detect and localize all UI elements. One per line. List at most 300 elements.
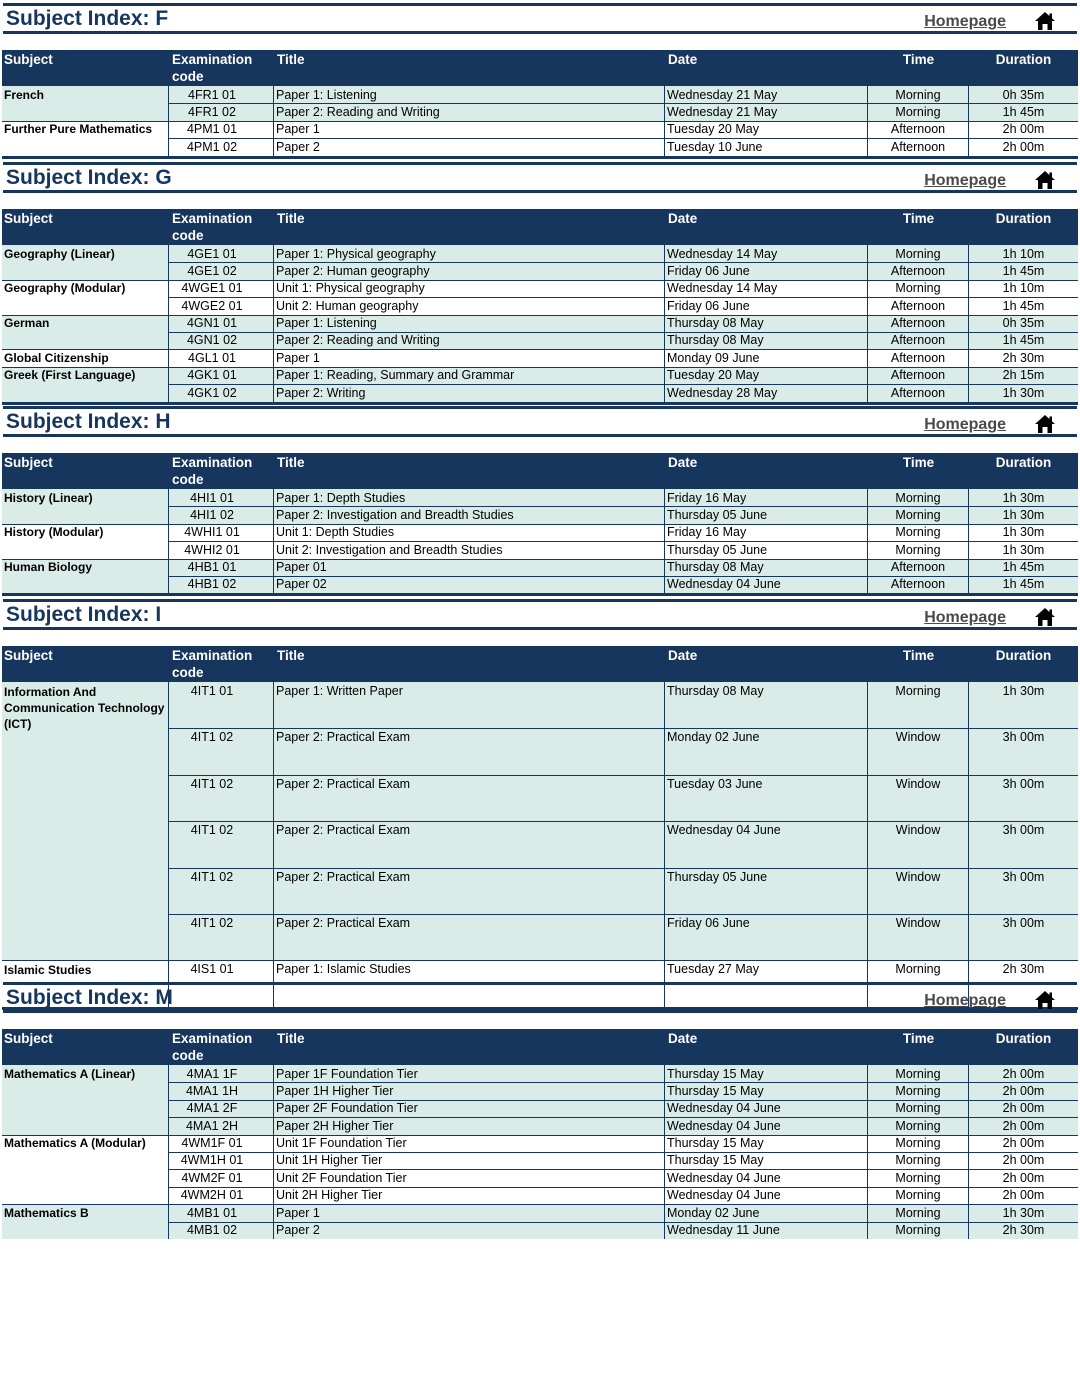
header-date: Date — [668, 1031, 698, 1046]
paper-title: Paper 1 — [274, 121, 665, 138]
exam-time: Afternoon — [868, 559, 969, 576]
exam-code: 4IT1 02 — [169, 914, 274, 960]
exam-duration: 2h 00m — [1002, 1170, 1045, 1185]
subject-name: Information And Communication Technology (ICT) — [2, 682, 169, 960]
table-row — [2, 524, 1078, 541]
exam-code: 4WM1H 01 — [169, 1152, 274, 1169]
exam-time: Afternoon — [868, 315, 969, 332]
subject-name: French — [2, 86, 169, 121]
section-title: Subject Index: I — [6, 603, 162, 626]
header-examination-code: Examination code — [172, 648, 253, 680]
exam-date: Wednesday 04 June — [665, 821, 868, 867]
subject-group — [2, 86, 1078, 121]
row-divider — [169, 1152, 1078, 1153]
header-date: Date — [668, 648, 698, 663]
subject-group — [2, 315, 1078, 350]
subject-name: Global Citizenship — [2, 349, 169, 366]
exam-date: Wednesday 11 June — [665, 1222, 868, 1239]
paper-title: Paper 2: Practical Exam — [274, 868, 665, 914]
section-heading — [0, 599, 1080, 631]
subject-group — [2, 121, 1078, 156]
exam-time: Afternoon — [868, 384, 969, 401]
row-divider — [169, 384, 1078, 385]
exam-date: Tuesday 10 June — [665, 138, 868, 155]
table-row — [2, 728, 1078, 774]
home-icon[interactable] — [1034, 990, 1056, 1010]
paper-title: Unit 2: Human geography — [274, 297, 665, 314]
subject-index-section — [0, 982, 1080, 1382]
subject-name: History (Modular) — [2, 524, 169, 559]
section-heading — [0, 3, 1080, 35]
group-divider — [2, 121, 1078, 122]
header-time: Time — [902, 52, 935, 67]
group-divider — [2, 524, 1078, 525]
row-divider — [169, 1222, 1078, 1223]
header-duration: Duration — [995, 211, 1052, 226]
header-title: Title — [277, 455, 305, 470]
group-divider — [2, 349, 1078, 350]
exam-date: Wednesday 04 June — [665, 576, 868, 593]
exam-code: 4MA1 1F — [169, 1065, 274, 1082]
exam-duration: 3h 00m — [1002, 823, 1045, 838]
table-row — [2, 332, 1078, 349]
exam-code: 4WHI1 01 — [169, 524, 274, 541]
exam-duration: 1h 45m — [1002, 298, 1045, 313]
paper-title: Paper 1: Listening — [274, 315, 665, 332]
paper-title: Unit 2: Investigation and Breadth Studies — [274, 541, 665, 558]
table-header — [2, 50, 1078, 86]
exam-duration: 2h 00m — [1002, 1188, 1045, 1203]
exam-duration: 2h 00m — [1002, 139, 1045, 154]
exam-date: Friday 16 May — [665, 524, 868, 541]
exam-time: Morning — [868, 103, 969, 120]
row-divider — [169, 138, 1078, 139]
table-row — [2, 138, 1078, 155]
exam-code: 4GE1 01 — [169, 245, 274, 262]
exam-date: Wednesday 04 June — [665, 1187, 868, 1204]
subject-name: History (Linear) — [2, 489, 169, 524]
exam-date: Wednesday 21 May — [665, 103, 868, 120]
header-duration: Duration — [995, 52, 1052, 67]
table-row — [2, 489, 1078, 506]
paper-title: Paper 01 — [274, 559, 665, 576]
header-duration: Duration — [995, 1031, 1052, 1046]
subject-name: Greek (First Language) — [2, 367, 169, 402]
exam-date: Wednesday 28 May — [665, 384, 868, 401]
table-row — [2, 1100, 1078, 1117]
exam-duration: 1h 30m — [1002, 1205, 1045, 1220]
header-title: Title — [277, 1031, 305, 1046]
exam-time: Afternoon — [868, 367, 969, 384]
exam-code: 4MB1 02 — [169, 1222, 274, 1239]
table-row — [2, 384, 1078, 401]
exam-time: Morning — [868, 489, 969, 506]
section-heading — [0, 406, 1080, 438]
paper-title: Paper 2: Practical Exam — [274, 914, 665, 960]
exam-time: Window — [868, 821, 969, 867]
paper-title: Paper 1: Written Paper — [274, 682, 665, 728]
exam-time: Morning — [868, 1152, 969, 1169]
exam-time: Morning — [868, 1082, 969, 1099]
exam-duration: 1h 30m — [1002, 490, 1045, 505]
row-divider — [169, 728, 1078, 729]
paper-title: Paper 02 — [274, 576, 665, 593]
exam-time: Morning — [868, 1204, 969, 1221]
header-title: Title — [277, 52, 305, 67]
row-divider — [169, 1082, 1078, 1083]
subject-group — [2, 1135, 1078, 1205]
table-row — [2, 1117, 1078, 1134]
subject-group — [2, 682, 1078, 960]
exam-time: Morning — [868, 86, 969, 103]
subject-group — [2, 349, 1078, 366]
exam-date: Monday 09 June — [665, 349, 868, 366]
exam-code: 4IT1 02 — [169, 868, 274, 914]
exam-date: Friday 16 May — [665, 489, 868, 506]
row-divider — [169, 1100, 1078, 1101]
exam-date: Friday 06 June — [665, 297, 868, 314]
paper-title: Unit 2H Higher Tier — [274, 1187, 665, 1204]
exam-duration: 2h 30m — [1002, 962, 1045, 977]
row-divider — [169, 1117, 1078, 1118]
exam-date: Wednesday 04 June — [665, 1117, 868, 1134]
row-divider — [169, 297, 1078, 298]
exam-time: Morning — [868, 245, 969, 262]
table-row — [2, 682, 1078, 728]
table-row — [2, 367, 1078, 384]
exam-code: 4FR1 02 — [169, 103, 274, 120]
exam-code: 4HI1 01 — [169, 489, 274, 506]
table-row — [2, 121, 1078, 138]
exam-time: Afternoon — [868, 121, 969, 138]
exam-duration: 2h 00m — [1002, 1066, 1045, 1081]
subject-group — [2, 489, 1078, 524]
exam-code: 4IT1 02 — [169, 821, 274, 867]
exam-duration: 3h 00m — [1002, 869, 1045, 884]
homepage-link[interactable]: Homepage — [924, 609, 1006, 626]
paper-title: Paper 2: Reading and Writing — [274, 103, 665, 120]
exam-duration: 1h 45m — [1002, 560, 1045, 575]
header-subject: Subject — [4, 455, 53, 470]
table-header — [2, 646, 1078, 682]
exam-duration: 2h 15m — [1002, 368, 1045, 383]
exam-time: Afternoon — [868, 576, 969, 593]
exam-code: 4PM1 01 — [169, 121, 274, 138]
paper-title: Paper 2 — [274, 1222, 665, 1239]
table-header — [2, 209, 1078, 245]
exam-code: 4PM1 02 — [169, 138, 274, 155]
exam-date: Thursday 15 May — [665, 1152, 868, 1169]
exam-code: 4WM1F 01 — [169, 1135, 274, 1152]
subject-name: Further Pure Mathematics — [2, 121, 169, 156]
subject-name: Mathematics B — [2, 1204, 169, 1239]
header-subject: Subject — [4, 1031, 53, 1046]
exam-code: 4MA1 1H — [169, 1082, 274, 1099]
table-row — [2, 262, 1078, 279]
exam-time: Window — [868, 775, 969, 821]
table-row — [2, 914, 1078, 960]
heading-rule-top — [3, 599, 1077, 602]
paper-title: Paper 2 — [274, 138, 665, 155]
exam-code: 4GL1 01 — [169, 349, 274, 366]
group-divider — [2, 367, 1078, 368]
paper-title: Paper 1 — [274, 1204, 665, 1221]
exam-date: Friday 06 June — [665, 262, 868, 279]
exam-date: Wednesday 04 June — [665, 1100, 868, 1117]
header-time: Time — [902, 1031, 935, 1046]
exam-date: Thursday 15 May — [665, 1135, 868, 1152]
row-divider — [169, 506, 1078, 507]
homepage-link[interactable]: Homepage — [924, 172, 1006, 189]
exam-code: 4IT1 01 — [169, 682, 274, 728]
homepage-link[interactable]: Homepage — [924, 416, 1006, 433]
row-divider — [169, 541, 1078, 542]
header-examination-code: Examination code — [172, 52, 253, 84]
exam-time: Morning — [868, 524, 969, 541]
header-duration: Duration — [995, 455, 1052, 470]
heading-rule-bottom — [3, 627, 1077, 630]
paper-title: Unit 1: Depth Studies — [274, 524, 665, 541]
table-row — [2, 1169, 1078, 1186]
group-divider — [2, 960, 1078, 961]
exam-time: Afternoon — [868, 332, 969, 349]
header-time: Time — [902, 455, 935, 470]
table-bottom-rule — [2, 156, 1078, 159]
home-icon[interactable] — [1034, 11, 1056, 31]
paper-title: Paper 2: Investigation and Breadth Studies — [274, 506, 665, 523]
exam-time: Morning — [868, 960, 969, 1006]
table-row — [2, 1082, 1078, 1099]
table-row — [2, 86, 1078, 103]
home-icon[interactable] — [1034, 170, 1056, 190]
exam-code: 4GN1 02 — [169, 332, 274, 349]
exam-time: Morning — [868, 280, 969, 297]
exam-duration: 1h 45m — [1002, 104, 1045, 119]
header-title: Title — [277, 211, 305, 226]
exam-duration: 1h 30m — [1002, 525, 1045, 540]
exam-duration: 2h 00m — [1002, 1118, 1045, 1133]
paper-title: Paper 1 — [274, 349, 665, 366]
exam-duration: 2h 30m — [1002, 350, 1045, 365]
header-examination-code: Examination code — [172, 211, 253, 243]
section-title: Subject Index: H — [6, 410, 171, 433]
group-divider — [2, 1135, 1078, 1136]
group-divider — [2, 559, 1078, 560]
exam-time: Window — [868, 868, 969, 914]
subject-name: Islamic Studies — [2, 960, 169, 1006]
group-divider — [2, 280, 1078, 281]
exam-time: Window — [868, 728, 969, 774]
subject-group — [2, 280, 1078, 315]
header-subject: Subject — [4, 648, 53, 663]
table-row — [2, 1204, 1078, 1221]
exam-date: Friday 06 June — [665, 914, 868, 960]
exam-duration: 1h 45m — [1002, 263, 1045, 278]
table-row — [2, 559, 1078, 576]
exam-code: 4HI1 02 — [169, 506, 274, 523]
exam-code: 4WM2F 01 — [169, 1169, 274, 1186]
paper-title: Paper 2: Practical Exam — [274, 775, 665, 821]
header-title: Title — [277, 648, 305, 663]
paper-title: Paper 2: Writing — [274, 384, 665, 401]
exam-duration: 1h 30m — [1002, 385, 1045, 400]
paper-title: Paper 1: Reading, Summary and Grammar — [274, 367, 665, 384]
exam-time: Morning — [868, 1117, 969, 1134]
paper-title: Paper 1: Depth Studies — [274, 489, 665, 506]
row-divider — [169, 262, 1078, 263]
paper-title: Unit 1: Physical geography — [274, 280, 665, 297]
exam-date: Wednesday 04 June — [665, 1169, 868, 1186]
table-row — [2, 315, 1078, 332]
table-row — [2, 506, 1078, 523]
exam-duration: 3h 00m — [1002, 776, 1045, 791]
header-date: Date — [668, 52, 698, 67]
paper-title: Paper 1: Islamic Studies — [274, 960, 665, 1006]
home-icon[interactable] — [1034, 607, 1056, 627]
subject-name: Mathematics A (Linear) — [2, 1065, 169, 1135]
exam-date: Wednesday 14 May — [665, 245, 868, 262]
header-examination-code: Examination code — [172, 455, 253, 487]
row-divider — [169, 576, 1078, 577]
paper-title: Paper 2H Higher Tier — [274, 1117, 665, 1134]
header-subject: Subject — [4, 52, 53, 67]
exam-duration: 3h 00m — [1002, 730, 1045, 745]
subject-group — [2, 559, 1078, 594]
homepage-link[interactable]: Homepage — [924, 13, 1006, 30]
exam-duration: 2h 30m — [1002, 1223, 1045, 1238]
table-row — [2, 821, 1078, 867]
exam-duration: 0h 35m — [1002, 87, 1045, 102]
row-divider — [169, 821, 1078, 822]
table-row — [2, 280, 1078, 297]
homepage-link[interactable]: Homepage — [924, 992, 1006, 1009]
exam-code: 4IT1 02 — [169, 728, 274, 774]
paper-title: Paper 2: Reading and Writing — [274, 332, 665, 349]
exam-date: Thursday 05 June — [665, 541, 868, 558]
exam-duration: 1h 30m — [1002, 507, 1045, 522]
exam-time: Afternoon — [868, 297, 969, 314]
paper-title: Paper 1H Higher Tier — [274, 1082, 665, 1099]
exam-date: Wednesday 14 May — [665, 280, 868, 297]
exam-duration: 2h 00m — [1002, 1136, 1045, 1151]
table-row — [2, 103, 1078, 120]
section-title: Subject Index: G — [6, 166, 172, 189]
exam-time: Morning — [868, 682, 969, 728]
paper-title: Paper 1: Physical geography — [274, 245, 665, 262]
exam-duration: 1h 30m — [1002, 684, 1045, 698]
exam-code: 4WGE2 01 — [169, 297, 274, 314]
exam-code: 4HB1 01 — [169, 559, 274, 576]
exam-date: Thursday 08 May — [665, 682, 868, 728]
exam-code: 4WHI2 01 — [169, 541, 274, 558]
row-divider — [169, 332, 1078, 333]
subject-name: Mathematics A (Modular) — [2, 1135, 169, 1205]
exam-code: 4GE1 02 — [169, 262, 274, 279]
exam-date: Tuesday 27 May — [665, 960, 868, 1006]
table-row — [2, 1065, 1078, 1082]
section-title: Subject Index: F — [6, 7, 169, 30]
subject-name: Geography (Linear) — [2, 245, 169, 280]
exam-duration: 2h 00m — [1002, 1101, 1045, 1116]
header-date: Date — [668, 211, 698, 226]
subject-name: Geography (Modular) — [2, 280, 169, 315]
exam-time: Morning — [868, 1135, 969, 1152]
paper-title: Paper 2: Human geography — [274, 262, 665, 279]
home-icon[interactable] — [1034, 414, 1056, 434]
subject-name: Human Biology — [2, 559, 169, 594]
exam-code: 4FR1 01 — [169, 86, 274, 103]
row-divider — [169, 914, 1078, 915]
exam-duration: 2h 00m — [1002, 1153, 1045, 1168]
subject-group — [2, 524, 1078, 559]
exam-date: Thursday 08 May — [665, 332, 868, 349]
exam-time: Morning — [868, 1187, 969, 1204]
exam-code: 4HB1 02 — [169, 576, 274, 593]
exam-code: 4WGE1 01 — [169, 280, 274, 297]
table-bottom-rule — [2, 402, 1078, 405]
exam-code: 4WM2H 01 — [169, 1187, 274, 1204]
paper-title: Unit 1H Higher Tier — [274, 1152, 665, 1169]
header-subject: Subject — [4, 211, 53, 226]
exam-code: 4MB1 01 — [169, 1204, 274, 1221]
row-divider — [169, 868, 1078, 869]
exam-date: Tuesday 03 June — [665, 775, 868, 821]
exam-code: 4IS1 01 — [169, 960, 274, 1006]
exam-duration: 2h 00m — [1002, 122, 1045, 137]
table-row — [2, 576, 1078, 593]
exam-date: Thursday 15 May — [665, 1082, 868, 1099]
exam-time: Morning — [868, 506, 969, 523]
exam-date: Monday 02 June — [665, 728, 868, 774]
header-examination-code: Examination code — [172, 1031, 253, 1063]
table-row — [2, 245, 1078, 262]
section-heading — [0, 162, 1080, 194]
row-divider — [169, 1169, 1078, 1170]
exam-time: Morning — [868, 1100, 969, 1117]
table-row — [2, 868, 1078, 914]
row-divider — [169, 775, 1078, 776]
subject-group — [2, 1065, 1078, 1135]
table-row — [2, 349, 1078, 366]
exam-date: Thursday 15 May — [665, 1065, 868, 1082]
paper-title: Paper 2F Foundation Tier — [274, 1100, 665, 1117]
exam-time: Afternoon — [868, 138, 969, 155]
exam-code: 4GK1 01 — [169, 367, 274, 384]
header-time: Time — [902, 211, 935, 226]
exam-duration: 1h 30m — [1002, 542, 1045, 557]
table-row — [2, 1152, 1078, 1169]
table-row — [2, 1135, 1078, 1152]
section-title: Subject Index: M — [6, 986, 173, 1009]
paper-title: Paper 1F Foundation Tier — [274, 1065, 665, 1082]
exam-duration: 1h 45m — [1002, 577, 1045, 592]
exam-date: Thursday 05 June — [665, 868, 868, 914]
header-duration: Duration — [995, 648, 1052, 663]
table-row — [2, 775, 1078, 821]
exam-duration: 1h 45m — [1002, 333, 1045, 348]
subject-group — [2, 1204, 1078, 1239]
exam-date: Tuesday 20 May — [665, 121, 868, 138]
subject-name: German — [2, 315, 169, 350]
subject-index-section — [0, 599, 1080, 999]
row-divider — [169, 103, 1078, 104]
subject-group — [2, 367, 1078, 402]
table-row — [2, 1222, 1078, 1239]
header-date: Date — [668, 455, 698, 470]
table-row — [2, 541, 1078, 558]
row-divider — [169, 1187, 1078, 1188]
exam-time: Morning — [868, 541, 969, 558]
